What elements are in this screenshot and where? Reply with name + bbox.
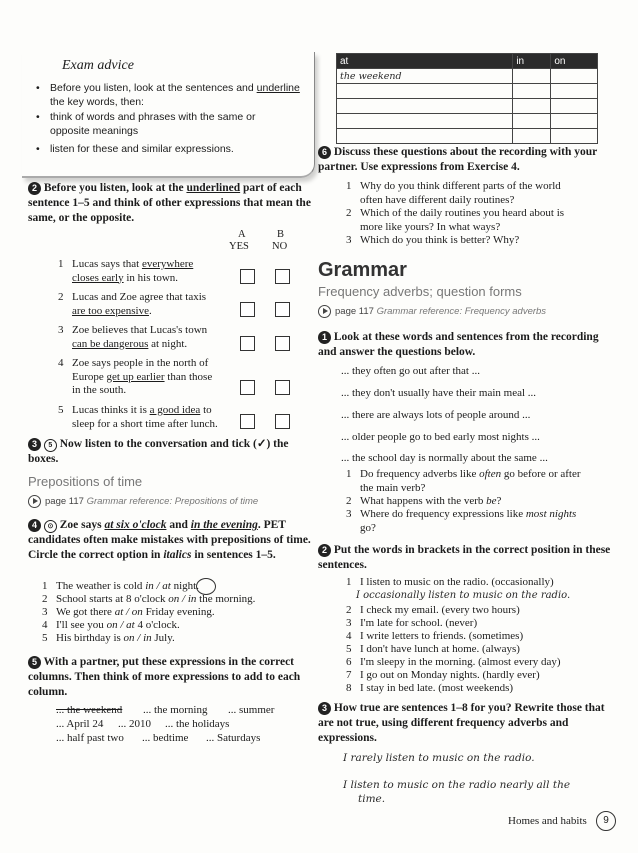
ex2-item-2: 2 Lucas and Zoe agree that taxis are too expensive. [58,291,207,317]
yes-label: YES [229,241,249,252]
ex6-item-1: 1 Why do you think different parts of the world often have different daily routines? [346,180,561,206]
table-cell[interactable] [513,99,551,114]
example-sentence: ... they don't usually have their main meal ... [341,387,537,399]
checkbox-2-yes[interactable] [240,302,255,317]
expression-cell: ... April 24 [56,718,104,730]
table-header-in: in [513,54,551,69]
checkbox-5-no[interactable] [275,414,290,429]
expression-cell: ... the holidays [165,718,230,730]
column-b-label: B [277,229,285,240]
checkbox-4-yes[interactable] [240,380,255,395]
ex4-item-1: 1 The weather is cold in / at night. [42,580,199,592]
table-cell[interactable] [513,129,551,144]
expression-cell: ... Saturdays [206,732,261,744]
expression-cell: ... 2010 [118,718,151,730]
ex2-item-5: 5 Lucas thinks it is a good idea to sleep for a short time after lunch. [58,404,218,430]
exercise-number-badge: 2 [28,182,41,195]
table-cell[interactable] [551,84,598,99]
table-cell[interactable] [513,84,551,99]
g2-item-7: 7 I go out on Monday nights. (hardly ever) [346,669,540,681]
table-cell[interactable] [551,69,598,84]
ex2-item-4: 4 Zoe says people in the north of Europe get up earlier than those in the south. [58,357,213,396]
ex6-item-3: 3 Which do you think is better? Why? [346,234,520,246]
g2-item-3: 3 I'm late for school. (never) [346,617,478,629]
play-arrow-icon [318,305,331,318]
checkbox-3-yes[interactable] [240,336,255,351]
exercise-number-badge: 5 [28,656,41,669]
expression-cell: ... half past two [56,732,124,744]
no-label: NO [272,241,288,252]
handwritten-answer: I occasionally listen to music on the radio. [356,590,571,601]
g2-item-2: 2 I check my email. (every two hours) [346,604,520,616]
checkbox-1-yes[interactable] [240,269,255,284]
audio-track-icon: 5 [44,439,57,452]
g1-question-2: 2 What happens with the verb be? [346,495,502,507]
exercise-2-heading: 2 Before you listen, look at the underlined part of each sentence 1–5 and think of other expressions that mean the same, or the opposite. [28,182,311,224]
column-a-label: A [238,229,246,240]
exercise-6-heading: 6 Discuss these questions about the recording with your partner. Use expressions from Exercise 4. [318,146,598,173]
expression-cell: ... summer [228,704,275,716]
exercise-4-heading: 4 ⊙ Zoe says at six o'clock and in the evening. PET candidates often make mistakes with prepositions of time. Circle the correct option in italics in sentences 1–5. [28,519,311,561]
section-footer-title: Homes and habits [508,815,587,827]
prepositions-table [336,53,598,144]
ex4-item-3: 3 We got there at / on Friday evening. [42,606,215,618]
g1-question-3: 3 Where do frequency expressions like most nights go? [346,508,577,534]
table-cell-handwritten[interactable]: the weekend [337,69,513,84]
table-cell[interactable] [337,114,513,129]
exercise-number-badge: 6 [318,146,331,159]
grammar-subtitle: Frequency adverbs; question forms [318,284,522,299]
g2-item-1: 1 I listen to music on the radio. (occasionally) [346,576,554,588]
table-cell[interactable] [551,99,598,114]
ex6-item-2: 2 Which of the daily routines you heard about is more like yours? In what ways? [346,207,565,233]
example-sentence: ... there are always lots of people around ... [341,409,531,421]
exercise-number-badge: 1 [318,331,331,344]
grammar-reference-link[interactable]: page 117 Grammar reference: Frequency adverbs [318,305,546,318]
grammar-title: Grammar [318,259,407,281]
table-header-on: on [551,54,598,69]
exercise-number-badge: 4 [28,519,41,532]
table-cell[interactable] [337,129,513,144]
handwritten-answer: time. [358,793,386,805]
ex2-item-1: 1 Lucas says that everywhere closes early in his town. [58,258,194,284]
example-sentence: ... the school day is normally about the same ... [341,452,548,464]
exercise-5-heading: 5 With a partner, put these expressions in the correct columns. Then think of more expressions to add to each column. [28,656,301,698]
page-number: 9 [596,811,616,831]
g2-item-4: 4 I write letters to friends. (sometimes) [346,630,524,642]
grammar-exercise-2-heading: 2 Put the words in brackets in the correct position in these sentences. [318,544,611,571]
table-cell[interactable] [513,69,551,84]
expression-cell: ... the morning [143,704,208,716]
exercise-number-badge: 3 [318,702,331,715]
exercise-number-badge: 2 [318,544,331,557]
g2-item-5: 5 I don't have lunch at home. (always) [346,643,520,655]
table-header-at: at [337,54,513,69]
exam-advice-title: Exam advice [62,58,134,73]
g2-item-6: 6 I'm sleepy in the morning. (almost every day) [346,656,561,668]
ex4-item-4: 4 I'll see you on / at 4 o'clock. [42,619,180,631]
example-sentence: ... they often go out after that ... [341,365,480,377]
expression-cell: ... bedtime [142,732,189,744]
ex4-item-2: 2 School starts at 8 o'clock on / in the morning. [42,593,256,605]
handwritten-answer: I rarely listen to music on the radio. [343,752,535,764]
checkbox-5-yes[interactable] [240,414,255,429]
grammar-exercise-1-heading: 1 Look at these words and sentences from the recording and answer the questions below. [318,331,599,358]
checkbox-4-no[interactable] [275,380,290,395]
advice-bullet-3: • listen for these and similar expressions. [36,143,234,155]
advice-bullet-2: • think of words and phrases with the same or opposite meanings [36,111,256,137]
g1-question-1: 1 Do frequency adverbs like often go before or after the main verb? [346,468,581,494]
checkbox-2-no[interactable] [275,302,290,317]
checkbox-3-no[interactable] [275,336,290,351]
ex4-item-5: 5 His birthday is on / in July. [42,632,175,644]
g2-item-8: 8 I stay in bed late. (most weekends) [346,682,514,694]
play-arrow-icon [28,495,41,508]
table-cell[interactable] [551,129,598,144]
ex2-item-3: 3 Zoe believes that Lucas's town can be dangerous at night. [58,324,208,350]
prepositions-subheading: Prepositions of time [28,474,143,489]
table-cell[interactable] [337,99,513,114]
grammar-exercise-3-heading: 3 How true are sentences 1–8 for you? Rewrite those that are not true, using different frequency adverbs and expressions. [318,702,605,744]
checkbox-1-no[interactable] [275,269,290,284]
table-cell[interactable] [513,114,551,129]
table-cell[interactable] [551,114,598,129]
grammar-reference-link[interactable]: page 117 Grammar reference: Prepositions of time [28,495,258,508]
exercise-number-badge: 3 [28,438,41,451]
example-sentence: ... older people go to bed early most nights ... [341,431,540,443]
handwritten-answer: I listen to music on the radio nearly all the [343,779,571,791]
advice-bullet-1: • Before you listen, look at the sentences and underline the key words, then: [36,82,300,108]
speaking-icon: ⊙ [44,520,57,533]
exercise-3-heading: 3 5 Now listen to the conversation and tick (✓) the boxes. [28,438,289,465]
expression-cell: ... the weekend [56,704,123,716]
table-cell[interactable] [337,84,513,99]
